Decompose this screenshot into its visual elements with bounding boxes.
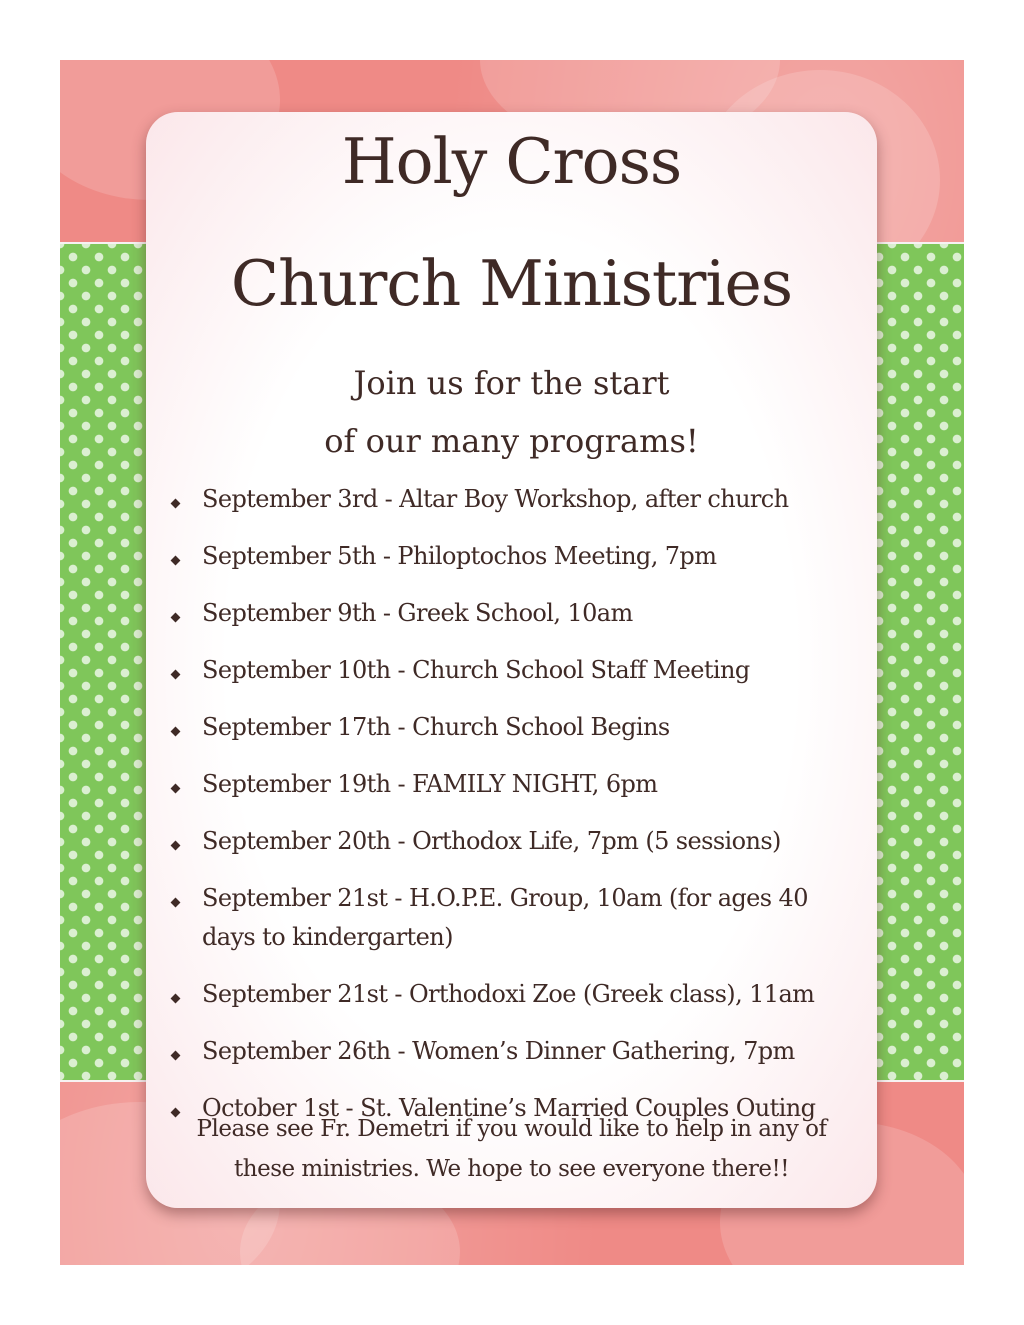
diamond-bullet-icon xyxy=(171,1051,181,1061)
diamond-bullet-icon xyxy=(171,670,181,680)
event-text: September 9th - Greek School, 10am xyxy=(202,599,633,627)
event-item xyxy=(166,537,866,576)
event-item xyxy=(166,708,866,747)
diamond-bullet-icon xyxy=(171,994,181,1004)
event-item xyxy=(166,879,866,957)
intro-line-1: Join us for the start xyxy=(353,364,670,402)
event-item xyxy=(166,480,866,519)
event-text: September 5th - Philoptochos Meeting, 7pm xyxy=(202,542,717,570)
event-text: September 17th - Church School Begins xyxy=(202,713,670,741)
event-text: September 20th - Orthodox Life, 7pm (5 sessions) xyxy=(202,827,781,855)
footer-note: Please see Fr. Demetri if you would like to help in any of these ministries. We hope to see everyone there!! xyxy=(196,1116,827,1182)
diamond-bullet-icon xyxy=(171,556,181,566)
diamond-bullet-icon xyxy=(171,727,181,737)
flyer-background xyxy=(60,60,964,1265)
event-text: October 1st - St. Valentine’s Married Couples Outing xyxy=(202,1094,816,1122)
event-text: September 26th - Women’s Dinner Gathering, 7pm xyxy=(202,1037,795,1065)
event-item xyxy=(166,822,866,861)
event-item xyxy=(166,975,866,1014)
title-line-1: Holy Cross xyxy=(341,125,682,198)
diamond-bullet-icon xyxy=(171,898,181,908)
event-item xyxy=(166,1032,866,1071)
event-item xyxy=(166,594,866,633)
event-text: September 21st - H.O.P.E. Group, 10am (for ages 40 days to kindergarten) xyxy=(202,884,808,951)
event-list xyxy=(166,480,866,1146)
event-item xyxy=(166,765,866,804)
intro-line-2: of our many programs! xyxy=(324,422,699,460)
event-item xyxy=(166,651,866,690)
diamond-bullet-icon xyxy=(171,499,181,509)
diamond-bullet-icon xyxy=(171,784,181,794)
event-text: September 21st - Orthodoxi Zoe (Greek class), 11am xyxy=(202,980,815,1008)
event-text: September 3rd - Altar Boy Workshop, after church xyxy=(202,485,789,513)
diamond-bullet-icon xyxy=(171,841,181,851)
event-text: September 10th - Church School Staff Meeting xyxy=(202,656,750,684)
diamond-bullet-icon xyxy=(171,613,181,623)
title-line-2: Church Ministries xyxy=(230,247,793,320)
content-card xyxy=(146,112,877,1208)
event-text: September 19th - FAMILY NIGHT, 6pm xyxy=(202,770,658,798)
